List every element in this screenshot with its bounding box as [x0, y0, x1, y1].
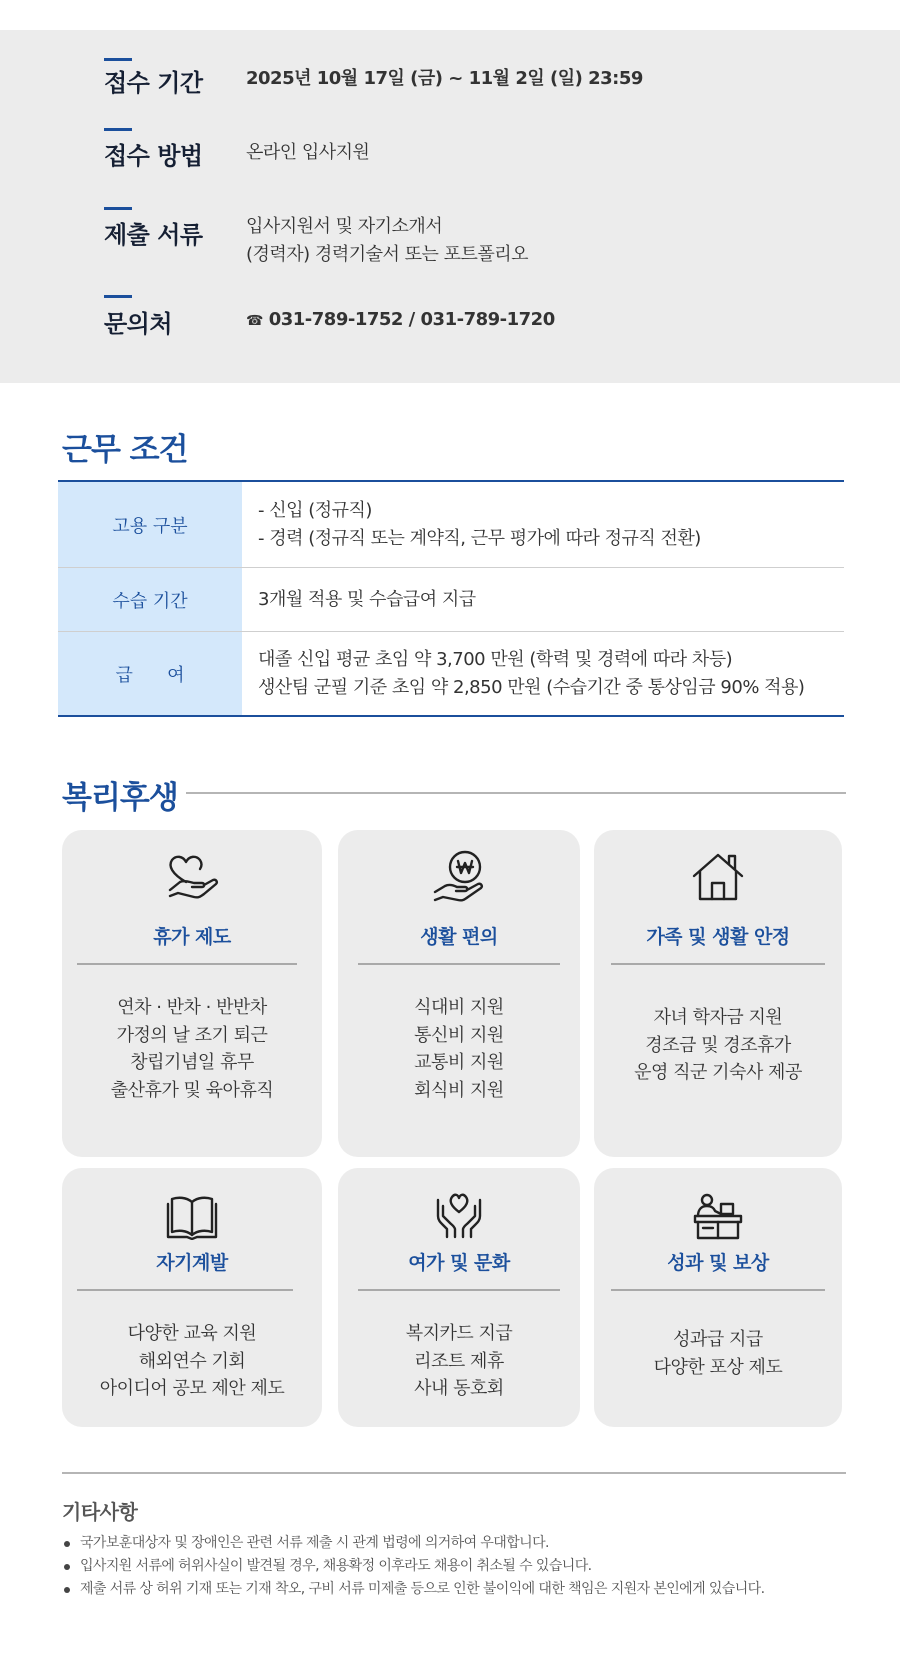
benefit-card-items	[338, 994, 580, 1104]
benefit-card-self-development	[62, 1168, 322, 1427]
benefits-title-divider	[186, 792, 846, 794]
benefit-card-items	[338, 1320, 580, 1403]
list-item: 복지카드 지급	[405, 1323, 513, 1344]
title-accent-bar	[104, 207, 132, 210]
person-desk-icon	[693, 1192, 743, 1240]
benefit-card-title: 자기계발	[156, 1252, 228, 1274]
benefit-card-items	[62, 994, 322, 1104]
list-item: 성과급 지급	[673, 1329, 763, 1350]
card-divider	[77, 1289, 293, 1291]
house-icon	[691, 852, 745, 902]
work-conditions-title: 근무 조건	[62, 432, 188, 468]
contact-value	[246, 306, 555, 335]
table-row	[58, 568, 844, 632]
work-conditions-table	[58, 480, 844, 717]
benefit-card-convenience	[338, 830, 580, 1157]
list-item: 식대비 지원	[414, 997, 504, 1018]
phone-icon: ☎	[246, 313, 263, 329]
list-item: 제출 서류 상 허위 기재 또는 기재 착오, 구비 서류 미제출 등으로 인한 불이익에 대한 책임은 지원자 본인에게 있습니다.	[62, 1578, 764, 1601]
benefit-card-title: 여가 및 문화	[408, 1252, 510, 1274]
title-accent-bar	[104, 295, 132, 298]
documents-value-2: (경력자) 경력기술서 또는 포트폴리오	[246, 244, 529, 265]
card-divider	[358, 1289, 560, 1291]
table-row	[58, 482, 844, 568]
list-item: 아이디어 공모 제안 제도	[99, 1378, 285, 1399]
benefits-title: 복리후생	[62, 780, 178, 816]
benefit-card-items	[62, 1320, 322, 1403]
benefit-card-title: 휴가 제도	[153, 926, 231, 948]
documents-label: 제출 서류	[104, 221, 203, 249]
table-cell-line: 대졸 신입 평균 초임 약 3,700 만원 (학력 및 경력에 따라 차등)	[258, 648, 733, 670]
list-item: 국가보훈대상자 및 장애인은 관련 서류 제출 시 관계 법령에 의거하여 우대합니다.	[62, 1532, 764, 1555]
application-info-section	[0, 30, 900, 383]
list-item: 교통비 지원	[414, 1052, 504, 1073]
benefit-card-items	[594, 1004, 842, 1087]
notes-title: 기타사항	[62, 1500, 138, 1524]
table-data-cell	[242, 482, 844, 567]
list-item: 통신비 지원	[414, 1024, 504, 1046]
table-row	[58, 632, 844, 715]
contact-phone-numbers: 031-789-1752 / 031-789-1720	[268, 309, 555, 330]
table-cell-line: - 신입 (정규직)	[258, 499, 372, 521]
won-coin-hand-icon	[431, 850, 487, 904]
card-divider	[77, 963, 297, 965]
title-accent-bar	[104, 58, 132, 61]
documents-value-1: 입사지원서 및 자기소개서	[246, 216, 443, 237]
method-value: 온라인 입사지원	[246, 142, 370, 163]
title-accent-bar	[104, 128, 132, 131]
list-item: 자녀 학자금 지원	[653, 1007, 783, 1028]
benefit-card-title: 가족 및 생활 안정	[646, 926, 790, 948]
list-item: 입사지원 서류에 허위사실이 발견될 경우, 채용확정 이후라도 채용이 취소될 수 있습니다.	[62, 1555, 764, 1578]
list-item: 운영 직군 기숙사 제공	[634, 1062, 802, 1083]
notes-list	[62, 1532, 764, 1601]
hands-heart-icon	[434, 1190, 484, 1240]
list-item: 회식비 지원	[414, 1079, 504, 1101]
benefit-card-reward	[594, 1168, 842, 1427]
benefit-card-title: 성과 및 보상	[667, 1252, 769, 1274]
list-item: 창립기념일 휴무	[130, 1052, 254, 1073]
open-book-icon	[165, 1194, 219, 1240]
contact-label: 문의처	[104, 310, 173, 338]
benefit-card-title: 생활 편의	[420, 926, 498, 948]
benefit-card-leisure	[338, 1168, 580, 1427]
benefit-card-items	[594, 1326, 842, 1381]
table-header-cell: 고용 구분	[58, 482, 242, 567]
table-data-cell	[242, 632, 844, 715]
heart-in-hand-icon	[164, 852, 220, 902]
table-header-cell: 급 여	[58, 632, 242, 715]
list-item: 출산휴가 및 육아휴직	[110, 1079, 274, 1101]
table-data-cell	[242, 568, 844, 631]
list-item: 리조트 제휴	[414, 1350, 504, 1372]
list-item: 다양한 포상 제도	[653, 1356, 783, 1378]
list-item: 경조금 및 경조휴가	[645, 1034, 791, 1056]
card-divider	[358, 963, 560, 965]
table-cell-line: - 경력 (정규직 또는 계약직, 근무 평가에 따라 정규직 전환)	[258, 527, 701, 549]
period-label: 접수 기간	[104, 69, 203, 97]
card-divider	[611, 963, 825, 965]
notes-divider	[62, 1472, 846, 1474]
list-item: 연차 · 반차 · 반반차	[117, 997, 267, 1018]
list-item: 다양한 교육 지원	[127, 1323, 257, 1344]
list-item: 사내 동호회	[414, 1378, 504, 1399]
benefit-card-family	[594, 830, 842, 1157]
benefit-card-leave	[62, 830, 322, 1157]
period-value: 2025년 10월 17일 (금) ~ 11월 2일 (일) 23:59	[246, 68, 643, 89]
list-item: 가정의 날 조기 퇴근	[116, 1024, 268, 1046]
table-cell-line: 생산팀 군필 기준 초임 약 2,850 만원 (수습기간 중 통상임금 90% 적용)	[258, 676, 805, 698]
table-cell-line: 3개월 적용 및 수습급여 지급	[258, 588, 476, 610]
table-header-cell: 수습 기간	[58, 568, 242, 631]
list-item: 해외연수 기회	[138, 1350, 246, 1372]
method-label: 접수 방법	[104, 142, 203, 170]
card-divider	[611, 1289, 825, 1291]
